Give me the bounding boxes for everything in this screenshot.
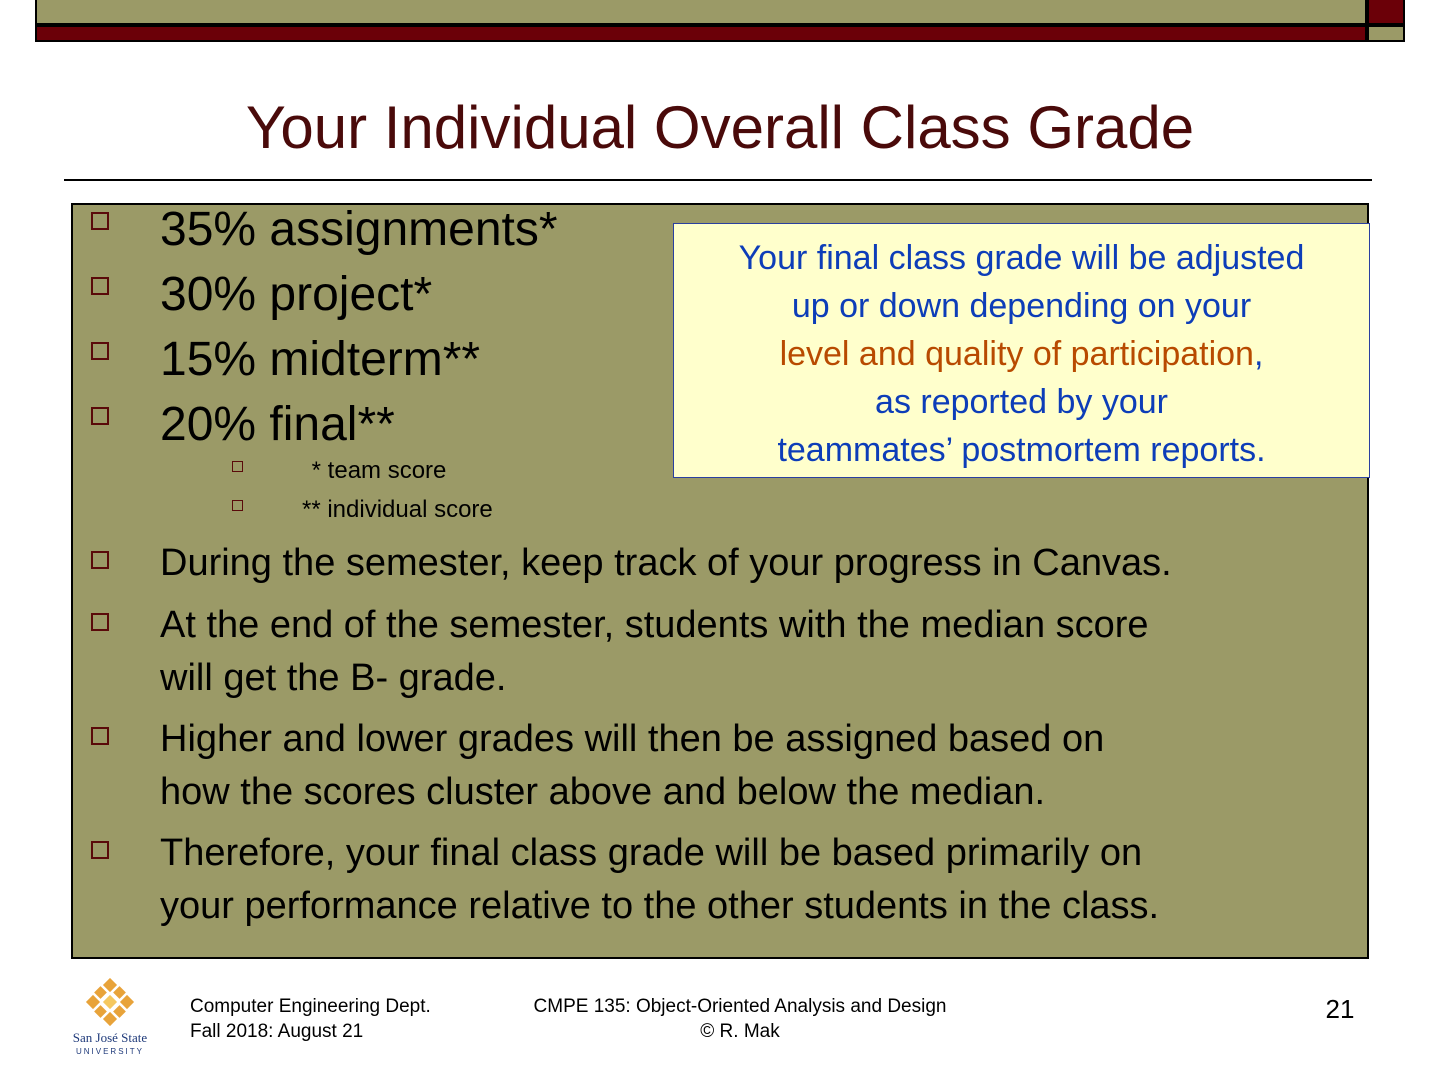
footer-dept-info: Computer Engineering Dept. Fall 2018: August 21 — [190, 996, 431, 1042]
bullet-icon — [91, 212, 109, 230]
weight-final: 20% final** — [160, 398, 395, 451]
weight-project: 30% project* — [160, 268, 433, 321]
header-bar-olive — [35, 0, 1367, 25]
svg-text:San José State: San José State — [72, 1030, 148, 1045]
slide-title: Your Individual Overall Class Grade — [245, 94, 1195, 161]
callout-highlight: level and quality of participation — [779, 335, 1254, 373]
callout-line: up or down depending on your — [791, 287, 1252, 325]
callout-line: level and quality of participation, — [779, 335, 1264, 373]
bullet-canvas-progress: During the semester, keep track of your progress in Canvas. — [160, 542, 1172, 584]
bullet-icon — [91, 551, 109, 569]
header-square-olive — [1367, 25, 1405, 42]
callout-line: as reported by your — [875, 383, 1168, 421]
title-divider — [64, 179, 1372, 181]
callout-line: teammates’ postmortem reports. — [777, 431, 1266, 469]
bullet-icon — [91, 342, 109, 360]
svg-text:UNIVERSITY: UNIVERSITY — [75, 1047, 145, 1056]
participation-callout — [673, 223, 1370, 478]
callout-line: Your final class grade will be adjusted — [738, 239, 1305, 277]
header-square-maroon — [1367, 0, 1405, 25]
weight-assignments: 35% assignments* — [160, 203, 558, 256]
sub-bullet-icon — [232, 500, 243, 511]
bullet-icon — [91, 277, 109, 295]
sjsu-logo — [66, 978, 158, 1058]
bullet-icon — [91, 727, 109, 745]
bullet-icon — [91, 841, 109, 859]
bullet-icon — [91, 613, 109, 631]
sub-bullet-icon — [232, 461, 243, 472]
page-number: 21 — [1325, 994, 1355, 1024]
weight-midterm: 15% midterm** — [160, 333, 481, 386]
bullet-median-score: At the end of the semester, students with the median score will get the B- grade. — [160, 604, 1149, 699]
bullet-relative-performance: Therefore, your final class grade will be based primarily on your performance relative to the other students in the class. — [160, 832, 1160, 927]
sjsu-logo-icon — [66, 978, 158, 1058]
footnote-individual-score: ** individual score — [302, 496, 493, 523]
bullet-icon — [91, 407, 109, 425]
bullet-grade-clusters: Higher and lower grades will then be assigned based on how the scores cluster above and below the median. — [160, 718, 1105, 813]
footnote-team-score: * team score — [305, 457, 447, 484]
footer-course-info: CMPE 135: Object-Oriented Analysis and Design © R. Mak — [533, 996, 947, 1042]
header-bar-maroon — [35, 25, 1367, 42]
